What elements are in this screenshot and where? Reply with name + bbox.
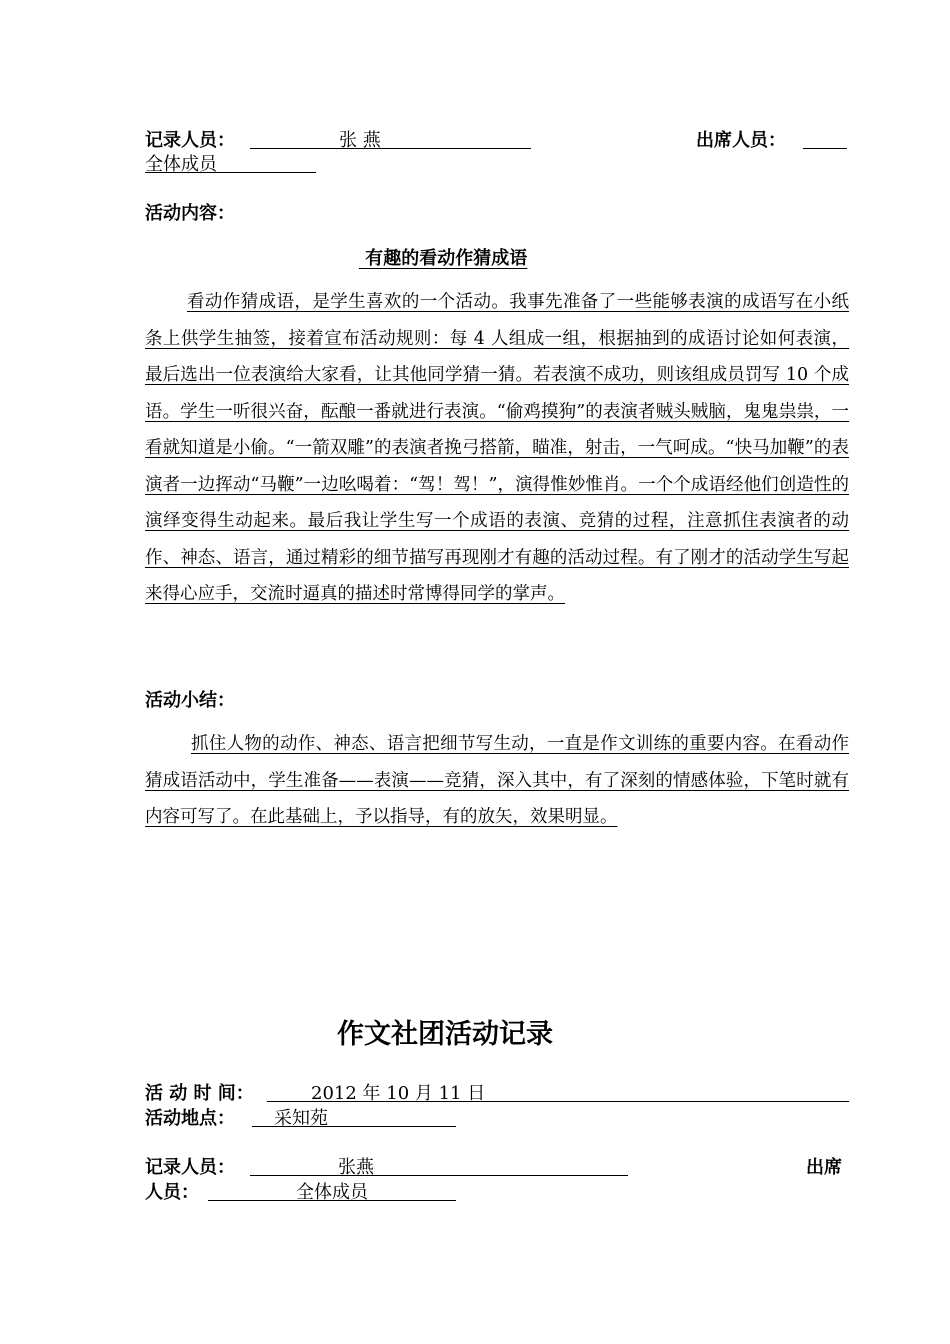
recorder-field xyxy=(250,126,531,149)
attendees-field-start xyxy=(803,126,847,149)
place-label: 活动地点： xyxy=(145,1108,235,1129)
recorder-label: 记录人员： xyxy=(145,130,235,151)
time-field xyxy=(267,1079,849,1102)
record-title: 作文社团活动记录 xyxy=(337,1019,553,1050)
content-label: 活动内容： xyxy=(145,203,235,224)
content-paragraph: 看动作猜成语，是学生喜欢的一个活动。我事先准备了一些能够表演的成语写在小纸条上供学生抽签，接着宣布活动规则：每 4 人组成一组，根据抽到的成语讨论如何表演，最后选出一位表演给大家看，让其他同学猜一猜。若表演不成功，则该组成员罚写 10 个成语。学生一听很兴奋，酝酿一番就进行表演。“偷鸡摸狗”的表演者贼头贼脑，鬼鬼祟祟，一看就知道是小偷。“一箭双雕”的表演者挽弓搭箭，瞄准，射击，一气呵成。“快马加鞭”的表演者一边挥动“马鞭”一边吆喝着：“驾！驾！”，演得惟妙惟肖。一个个成语经他们创造性的演绎变得生动起来。最后我让学生写一个成语的表演、竞猜的过程，注意抓住表演者的动作、神态、语言，通过精彩的细节描写再现刚才有趣的活动过程。有了刚才的活动学生写起来得心应手，交流时逼真的描述时常博得同学的掌声。 xyxy=(145,292,849,604)
attendees-field xyxy=(145,150,316,173)
attendees2-field xyxy=(208,1178,456,1201)
time-label: 活 动 时 间： xyxy=(145,1083,254,1104)
attendees-value: 全体成员 xyxy=(145,154,217,175)
recorder-value: 张 燕 xyxy=(339,130,381,151)
attendees2-label-part1: 出席 xyxy=(806,1157,842,1178)
attendees2-label-part2: 人员： xyxy=(145,1182,199,1203)
time-value: 2012 年 10 月 11 日 xyxy=(311,1083,486,1104)
recorder2-label: 记录人员： xyxy=(145,1157,235,1178)
attendees2-value: 全体成员 xyxy=(296,1182,368,1203)
summary-label: 活动小结： xyxy=(145,690,235,711)
place-field xyxy=(252,1104,456,1127)
activity-title: 有趣的看动作猜成语 xyxy=(365,248,528,269)
recorder2-field xyxy=(250,1153,628,1176)
attendees-label: 出席人员： xyxy=(696,130,786,151)
summary-paragraph: 抓住人物的动作、神态、语言把细节写生动，一直是作文训练的重要内容。在看动作猜成语活动中，学生准备——表演——竞猜，深入其中，有了深刻的情感体验，下笔时就有内容可写了。在此基础上，予以指导，有的放矢，效果明显。 xyxy=(145,734,849,827)
place-value: 采知苑 xyxy=(274,1108,328,1129)
recorder2-value: 张燕 xyxy=(338,1157,374,1178)
